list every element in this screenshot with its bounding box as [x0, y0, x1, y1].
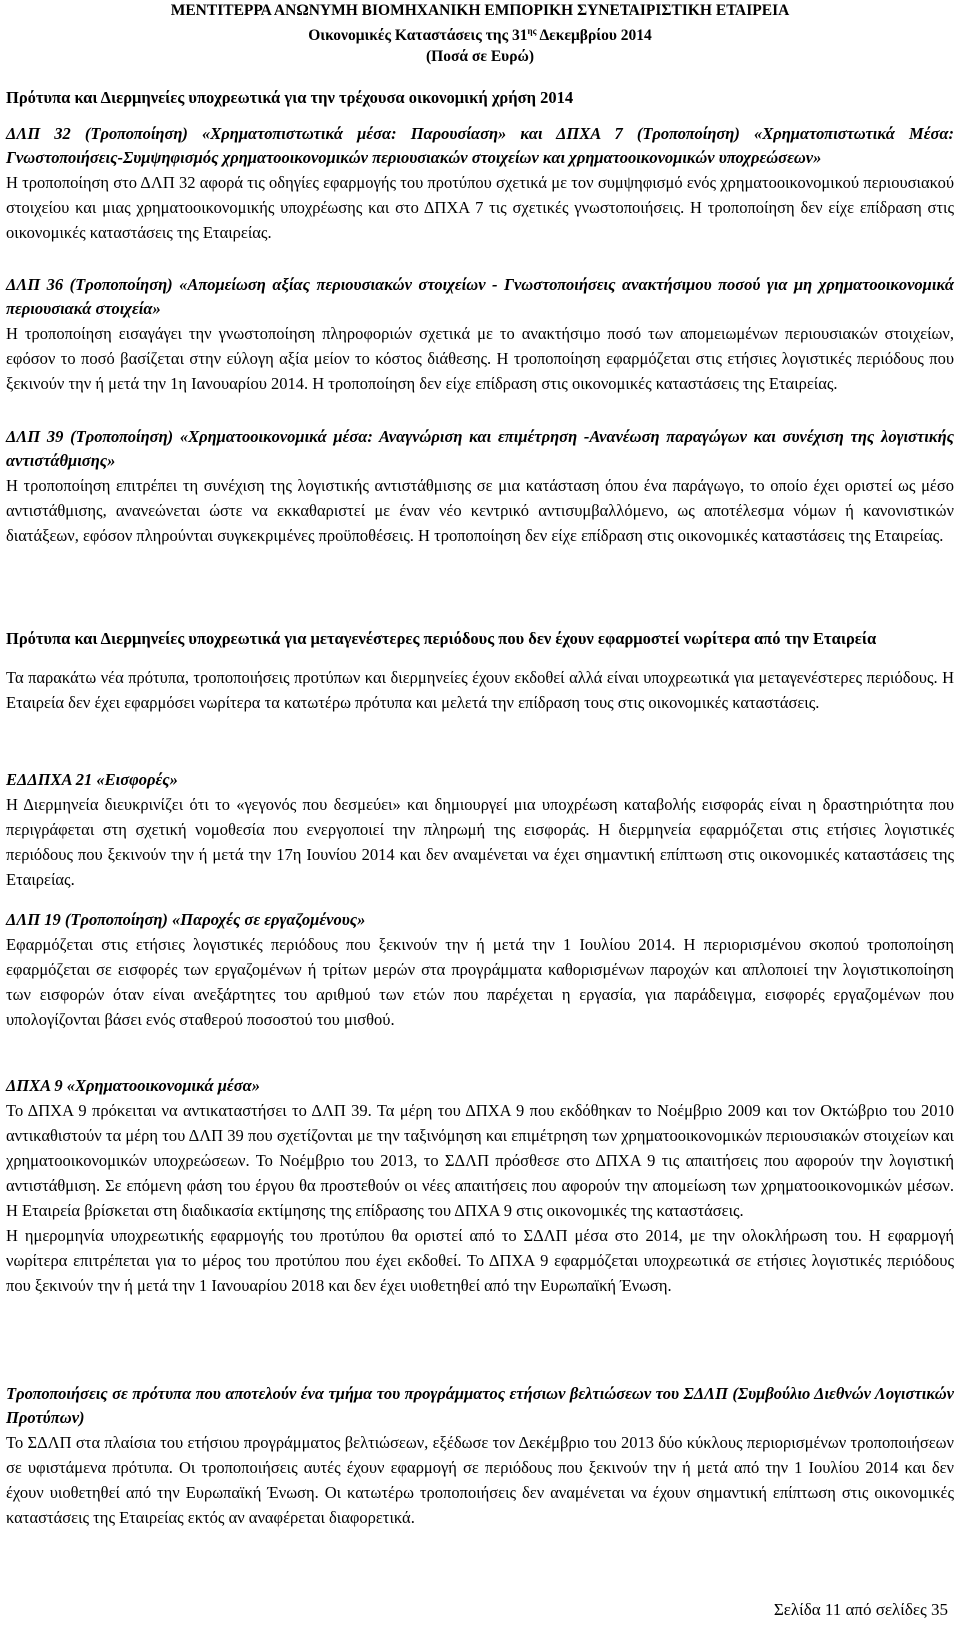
section-future-standards: [6, 626, 954, 715]
section-ias39: [6, 425, 954, 548]
section-heading: ΔΛΠ 36 (Τροποποίηση) «Απομείωση αξίας περιουσιακών στοιχείων - Γνωστοποιήσεις ανακτήσιμου ποσού για μη χρηματοοικονομικά περιουσιακά στοιχεία»: [6, 275, 954, 318]
company-name: ΜΕΝΤΙΤΕΡΡΑ ΑΝΩΝΥΜΗ ΒΙΟΜΗΧΑΝΙΚΗ ΕΜΠΟΡΙΚΗ ΣΥΝΕΤΑΙΡΙΣΤΙΚΗ ΕΤΑΙΡΕΙΑ: [170, 2, 790, 19]
section-current-year: [6, 86, 954, 110]
section-body: Τα παρακάτω νέα πρότυπα, τροποποιήσεις προτύπων και διερμηνείες έχουν εκδοθεί αλλά είναι υποχρεωτικά για μεταγενέστερες περιόδους. Η Εταιρεία δεν έχει εφαρμόσει νωρίτερα τα κατωτέρω πρότυπα και μελετά την επίδραση τους στις οικονομικές καταστάσεις.: [6, 668, 954, 712]
section-heading: Πρότυπα και Διερμηνείες υποχρεωτικά για την τρέχουσα οικονομική χρήση 2014: [6, 88, 574, 107]
section-ifrs9: [6, 1074, 954, 1298]
section-body: Εφαρμόζεται στις ετήσιες λογιστικές περιόδους που ξεκινούν την ή μετά την 1 Ιουλίου 2014. Η περιορισμένου σκοπού τροποποίηση εφαρμόζεται σε εισφορές των εργαζομένων ή τρίτων μερών στα προγράμματα καθορισμένων παροχών και απλοποιεί την λογιστικοποίηση των εισφορών όταν είναι ανεξάρτητες του αριθμού των ετών που παρέχεται η εργασία, για παράδειγμα, εισφορές εργαζομένων που υπολογίζονται βάσει ενός σταθερού ποσοστού του μισθού.: [6, 935, 954, 1029]
section-heading: ΔΛΠ 39 (Τροποποίηση) «Χρηματοοικονομικά μέσα: Αναγνώριση και επιμέτρηση -Ανανέωση παραγώγων και συνέχιση της λογιστικής αντιστάθμισης»: [6, 427, 954, 470]
section-body: Το ΔΠΧΑ 9 πρόκειται να αντικαταστήσει το ΔΛΠ 39. Τα μέρη του ΔΠΧΑ 9 που εκδόθηκαν το Νοέμβριο 2009 και τον Οκτώβριο του 2010 αντικαθιστούν τα μέρη του ΔΛΠ 39 που σχετίζονται με την ταξινόμηση και επιμέτρηση των χρηματοοικονομικών περιουσιακών στοιχείων και χρηματοοικονομικών υποχρεώσεων. Το Νοέμβριο του 2013, το ΣΔΛΠ πρόσθεσε στο ΔΠΧΑ 9 τις απαιτήσεις που αφορούν την λογιστική αντιστάθμιση. Σε επόμενη φάση του έργου θα προστεθούν οι νέες απαιτήσεις που αφορούν την απομείωση των χρηματοοικονομικών μέσων. Η Εταιρεία βρίσκεται στη διαδικασία εκτίμησης της επίδρασης του ΔΠΧΑ 9 στις οικονομικές της καταστάσεις.: [6, 1101, 954, 1220]
section-heading: Τροποποιήσεις σε πρότυπα που αποτελούν ένα τμήμα του προγράμματος ετήσιων βελτιώσεων του ΣΔΛΠ (Συμβούλιο Διεθνών Λογιστικών Προτύπων): [6, 1384, 954, 1427]
document-page: [6, 0, 954, 1527]
section-body: Το ΣΔΛΠ στα πλαίσια του ετήσιου προγράμματος βελτιώσεων, εξέδωσε τον Δεκέμβριο του 2013 δύο κύκλους περιορισμένων τροποποιήσεων σε υφιστάμενα πρότυπα. Οι τροποποιήσεις αυτές έχουν εφαρμογή σε περιόδους που ξεκινούν την ή μετά από την 1 Ιουλίου 2014 και δεν έχουν υιοθετηθεί από την Ευρωπαϊκή Ένωση. Οι κατωτέρω τροποποιήσεις δεν αναμένεται να έχουν σημαντική επίπτωση στις οικονομικές καταστάσεις της Εταιρείας εκτός αν αναφέρεται διαφορετικά.: [6, 1433, 954, 1527]
section-body-2: Η ημερομηνία υποχρεωτικής εφαρμογής του προτύπου θα οριστεί από το ΣΔΛΠ μέσα στο 2014, με την ολοκλήρωση του. Η εφαρμογή νωρίτερα επιτρέπεται για το μέρος του προτύπου που έχει εκδοθεί. Το ΔΠΧΑ 9 εφαρμόζεται υποχρεωτικά σε ετήσιες λογιστικές περιόδους που ξεκινούν την ή μετά την 1 Ιανουαρίου 2018 και δεν έχει υιοθετηθεί από την Ευρωπαϊκή Ένωση.: [6, 1226, 954, 1295]
section-body: Η Διερμηνεία διευκρινίζει ότι το «γεγονός που δεσμεύει» και δημιουργεί μια υποχρέωση καταβολής εισφοράς είναι η δραστηριότητα που περιγράφεται στη σχετική νομοθεσία που ενεργοποιεί την πληρωμή της εισφοράς. Η διερμηνεία εφαρμόζεται στις ετήσιες λογιστικές περιόδους που ξεκινούν την ή μετά την 17η Ιουνίου 2014 και δεν αναμένεται να έχει σημαντική επίπτωση στις οικονομικές καταστάσεις της Εταιρείας.: [6, 795, 954, 889]
section-heading: ΔΛΠ 19 (Τροποποίηση) «Παροχές σε εργαζομένους»: [6, 910, 366, 929]
section-body: Η τροποποίηση επιτρέπει τη συνέχιση της λογιστικής αντιστάθμισης σε μια κατάσταση όπου ένα παράγωγο, το οποίο έχει οριστεί ως μέσο αντιστάθμισης, ανανεώνεται ώστε να εκκαθαριστεί με έναν νέο κεντρικό αντισυμβαλλόμενο, ως αποτέλεσμα νόμων ή κανονιστικών διατάξεων, εφόσον πληρούνται συγκεκριμένες προϋποθέσεις. Η τροποποίηση δεν είχε επίδραση στις οικονομικές καταστάσεις της Εταιρείας.: [6, 476, 954, 545]
section-heading: ΔΛΠ 32 (Τροποποίηση) «Χρηματοπιστωτικά μέσα: Παρουσίαση» και ΔΠΧΑ 7 (Τροποποίηση) «Χρηματοπιστωτικά Μέσα: Γνωστοποιήσεις-Συμψηφισμός χρηματοοικονομικών περιουσιακών στοιχείων και χρηματοοικονομικών υποχρεώσεων»: [6, 124, 954, 167]
section-heading: ΕΔΔΠΧΑ 21 «Εισφορές»: [6, 770, 178, 789]
currency-note: (Ποσά σε Ευρώ): [425, 48, 535, 66]
section-ifric21: [6, 768, 954, 892]
report-subtitle: Οικονομικές Καταστάσεις της $31^{\eta\varsigma}$ Δεκεμβρίου 2014: [308, 26, 652, 45]
section-ias36: [6, 273, 954, 396]
section-body: Η τροποποίηση εισαγάγει την γνωστοποίηση πληροφοριών σχετικά με το ανακτήσιμο ποσό των απομειωμένων περιουσιακών στοιχείων, εφόσον το ποσό βασίζεται στην εύλογη αξία μείον το κόστος διάθεσης. Η τροποποίηση εφαρμόζεται στις ετήσιες λογιστικές περιόδους που ξεκινούν την ή μετά την 1η Ιανουαρίου 2014. Η τροποποίηση δεν είχε επίδραση στις οικονομικές καταστάσεις της Εταιρείας.: [6, 324, 954, 393]
section-body: Η τροποποίηση στο ΔΛΠ 32 αφορά τις οδηγίες εφαρμογής του προτύπου σχετικά με τον συμψηφισμό ενός χρηματοοικονομικού περιουσιακού στοιχείου και μιας χρηματοοικονομικής υποχρέωσης και στο ΔΠΧΑ 7 τις σχετικές γνωστοποιήσεις. Η τροποποίηση δεν είχε επίδραση στις οικονομικές καταστάσεις της Εταιρείας.: [6, 173, 954, 242]
section-heading: Πρότυπα και Διερμηνείες υποχρεωτικά για μεταγενέστερες περιόδους που δεν έχουν εφαρμοστεί νωρίτερα από την Εταιρεία: [6, 629, 877, 648]
section-ias19: [6, 908, 954, 1032]
page-number: Σελίδα 11 από σελίδες 35: [773, 1600, 948, 1619]
section-ias32: [6, 122, 954, 245]
section-annual-improvements: [6, 1382, 954, 1530]
section-heading: ΔΠΧΑ 9 «Χρηματοοικονομικά μέσα»: [6, 1076, 260, 1095]
